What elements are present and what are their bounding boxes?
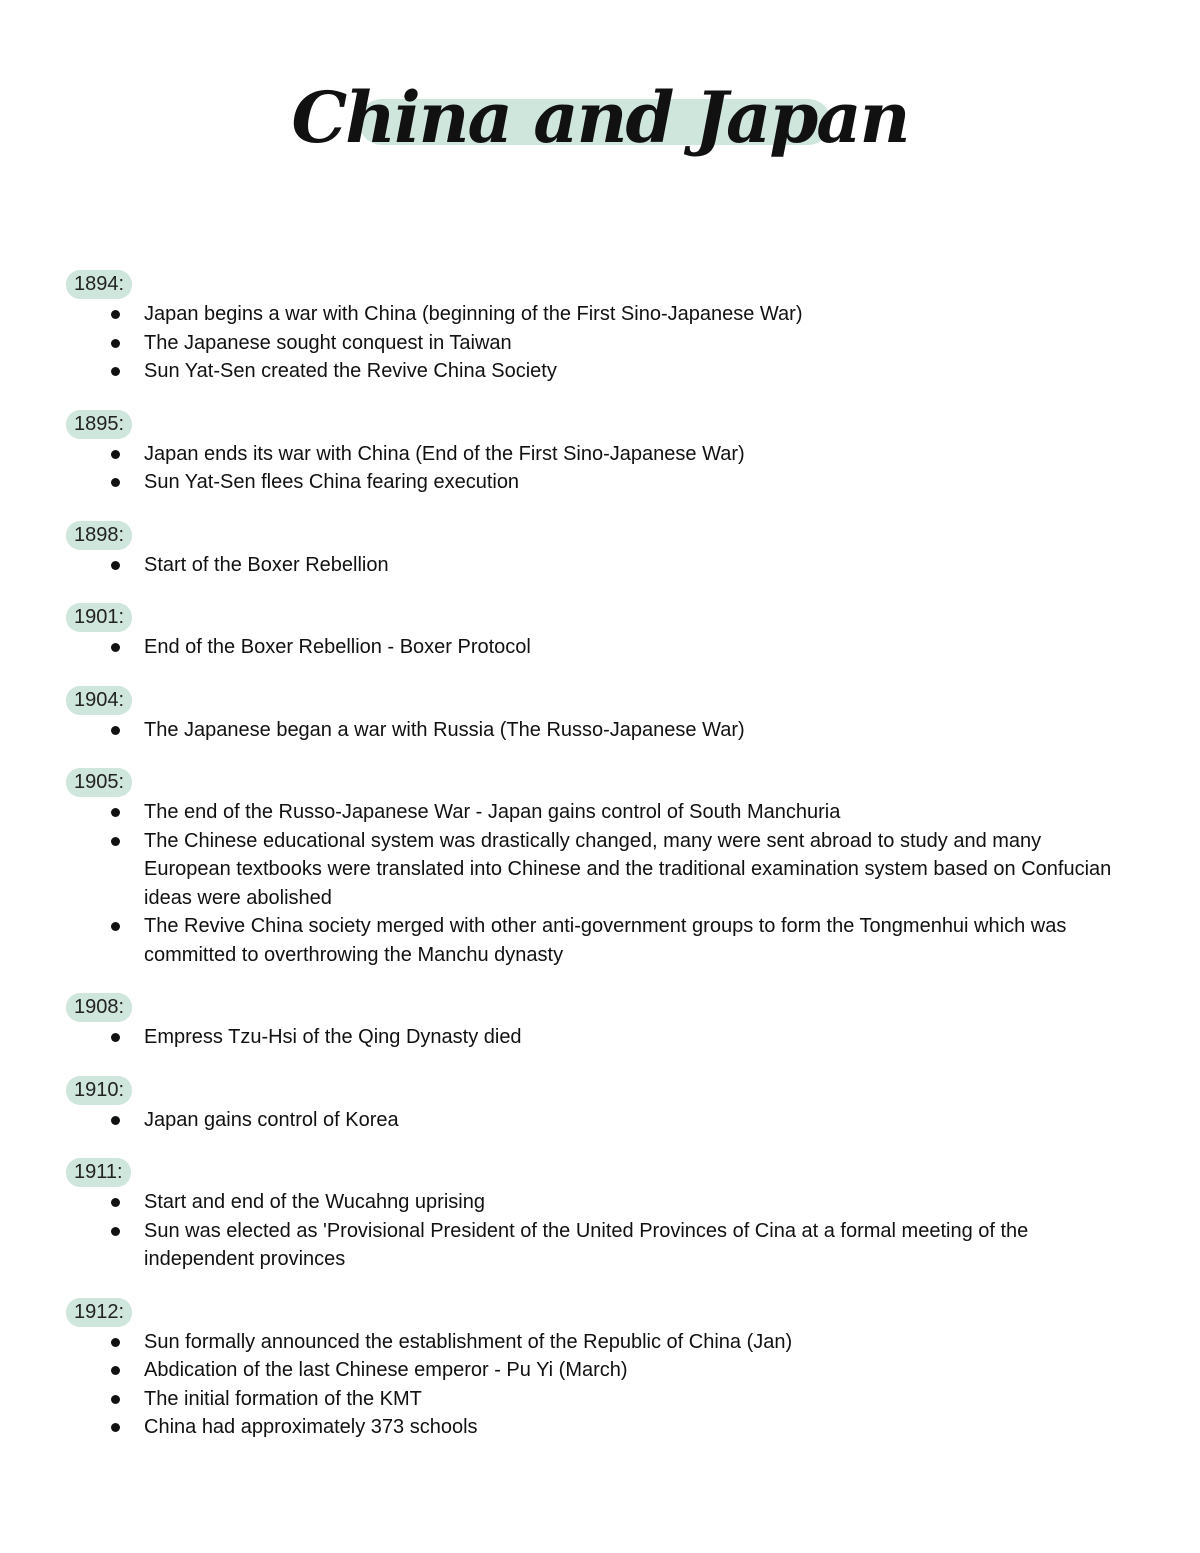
list-item (66, 1385, 1126, 1414)
event-text: The Chinese educational system was drastically changed, many were sent abroad to study and many European textbooks were translated into Chinese and the traditional examination system based on Confucian ideas were abolished (144, 829, 1112, 909)
list-item (66, 716, 1126, 745)
title-block (0, 68, 1200, 178)
bullet-icon (111, 561, 120, 570)
bullet-icon (111, 478, 120, 487)
bullet-icon (111, 726, 120, 735)
event-list (66, 798, 1126, 969)
event-text: Sun Yat-Sen flees China fearing execution (144, 471, 520, 493)
list-item (66, 633, 1126, 662)
event-text: Sun formally announced the establishment of the Republic of China (Jan) (144, 1330, 793, 1353)
year-label: 1905: (66, 768, 132, 797)
event-text: Start and end of the Wucahng uprising (144, 1191, 485, 1213)
event-text: Sun was elected as 'Provisional President of the United Provinces of Cina at a formal meeting of the independent provinces (144, 1219, 1029, 1270)
event-list (66, 551, 1126, 580)
event-text: Japan ends its war with China (End of the First Sino-Japanese War) (144, 442, 745, 465)
timeline-entry (66, 686, 1126, 745)
event-text: Japan gains control of Korea (144, 1108, 399, 1131)
bullet-icon (111, 643, 120, 652)
event-text: China had approximately 373 schools (144, 1416, 478, 1438)
event-list (66, 300, 1126, 386)
bullet-icon (111, 837, 120, 846)
event-text: Sun Yat-Sen created the Revive China Society (144, 360, 557, 382)
event-text: Start of the Boxer Rebellion (144, 553, 389, 576)
bullet-icon (111, 450, 120, 459)
event-text: The initial formation of the KMT (144, 1387, 422, 1410)
bullet-icon (111, 1395, 120, 1404)
list-item (66, 1356, 1126, 1385)
bullet-icon (111, 808, 120, 817)
list-item (66, 912, 1126, 969)
list-item (66, 440, 1126, 469)
timeline-entry (66, 603, 1126, 662)
bullet-icon (111, 1366, 120, 1375)
event-text: Japan begins a war with China (beginning of the First Sino-Japanese War) (144, 303, 803, 325)
timeline-entry (66, 768, 1126, 969)
timeline-entry (66, 270, 1126, 386)
event-list (66, 716, 1126, 745)
list-item (66, 551, 1126, 580)
event-text: The end of the Russo-Japanese War - Japan gains control of South Manchuria (144, 801, 841, 823)
year-label: 1901: (66, 603, 132, 632)
list-item (66, 1217, 1126, 1274)
bullet-icon (111, 1338, 120, 1347)
event-list (66, 1188, 1126, 1274)
year-label: 1910: (66, 1076, 132, 1105)
year-label: 1898: (66, 521, 132, 550)
list-item (66, 1106, 1126, 1135)
year-label: 1894: (66, 270, 132, 299)
timeline-entry (66, 1158, 1126, 1274)
year-label: 1912: (66, 1298, 132, 1327)
bullet-icon (111, 922, 120, 931)
timeline-entry (66, 1076, 1126, 1135)
event-list (66, 1023, 1126, 1052)
event-list (66, 1106, 1126, 1135)
list-item (66, 1328, 1126, 1357)
list-item (66, 1023, 1126, 1052)
bullet-icon (111, 339, 120, 348)
list-item (66, 827, 1126, 913)
bullet-icon (111, 310, 120, 319)
bullet-icon (111, 367, 120, 376)
bullet-icon (111, 1423, 120, 1432)
event-text: The Japanese began a war with Russia (The Russo-Japanese War) (144, 718, 745, 741)
timeline-entry (66, 410, 1126, 497)
list-item (66, 468, 1126, 497)
list-item (66, 798, 1126, 827)
list-item (66, 1188, 1126, 1217)
event-list (66, 440, 1126, 497)
list-item (66, 1413, 1126, 1442)
event-text: Empress Tzu-Hsi of the Qing Dynasty died (144, 1026, 522, 1048)
year-label: 1895: (66, 410, 132, 439)
event-text: The Japanese sought conquest in Taiwan (144, 331, 512, 354)
page-title: China and Japan (291, 76, 909, 159)
list-item (66, 329, 1126, 358)
timeline-entry (66, 1298, 1126, 1442)
event-text: The Revive China society merged with other anti-government groups to form the Tongmenhui which was committed to overthrowing the Manchu dynasty (144, 915, 1067, 966)
event-text: Abdication of the last Chinese emperor - Pu Yi (March) (144, 1359, 628, 1381)
timeline (66, 270, 1126, 1466)
timeline-entry (66, 521, 1126, 580)
event-list (66, 633, 1126, 662)
year-label: 1908: (66, 993, 132, 1022)
bullet-icon (111, 1116, 120, 1125)
event-text: End of the Boxer Rebellion - Boxer Protocol (144, 636, 531, 658)
list-item (66, 357, 1126, 386)
event-list (66, 1328, 1126, 1442)
bullet-icon (111, 1227, 120, 1236)
list-item (66, 300, 1126, 329)
year-label: 1904: (66, 686, 132, 715)
bullet-icon (111, 1033, 120, 1042)
bullet-icon (111, 1198, 120, 1207)
timeline-entry (66, 993, 1126, 1052)
year-label: 1911: (66, 1158, 131, 1187)
